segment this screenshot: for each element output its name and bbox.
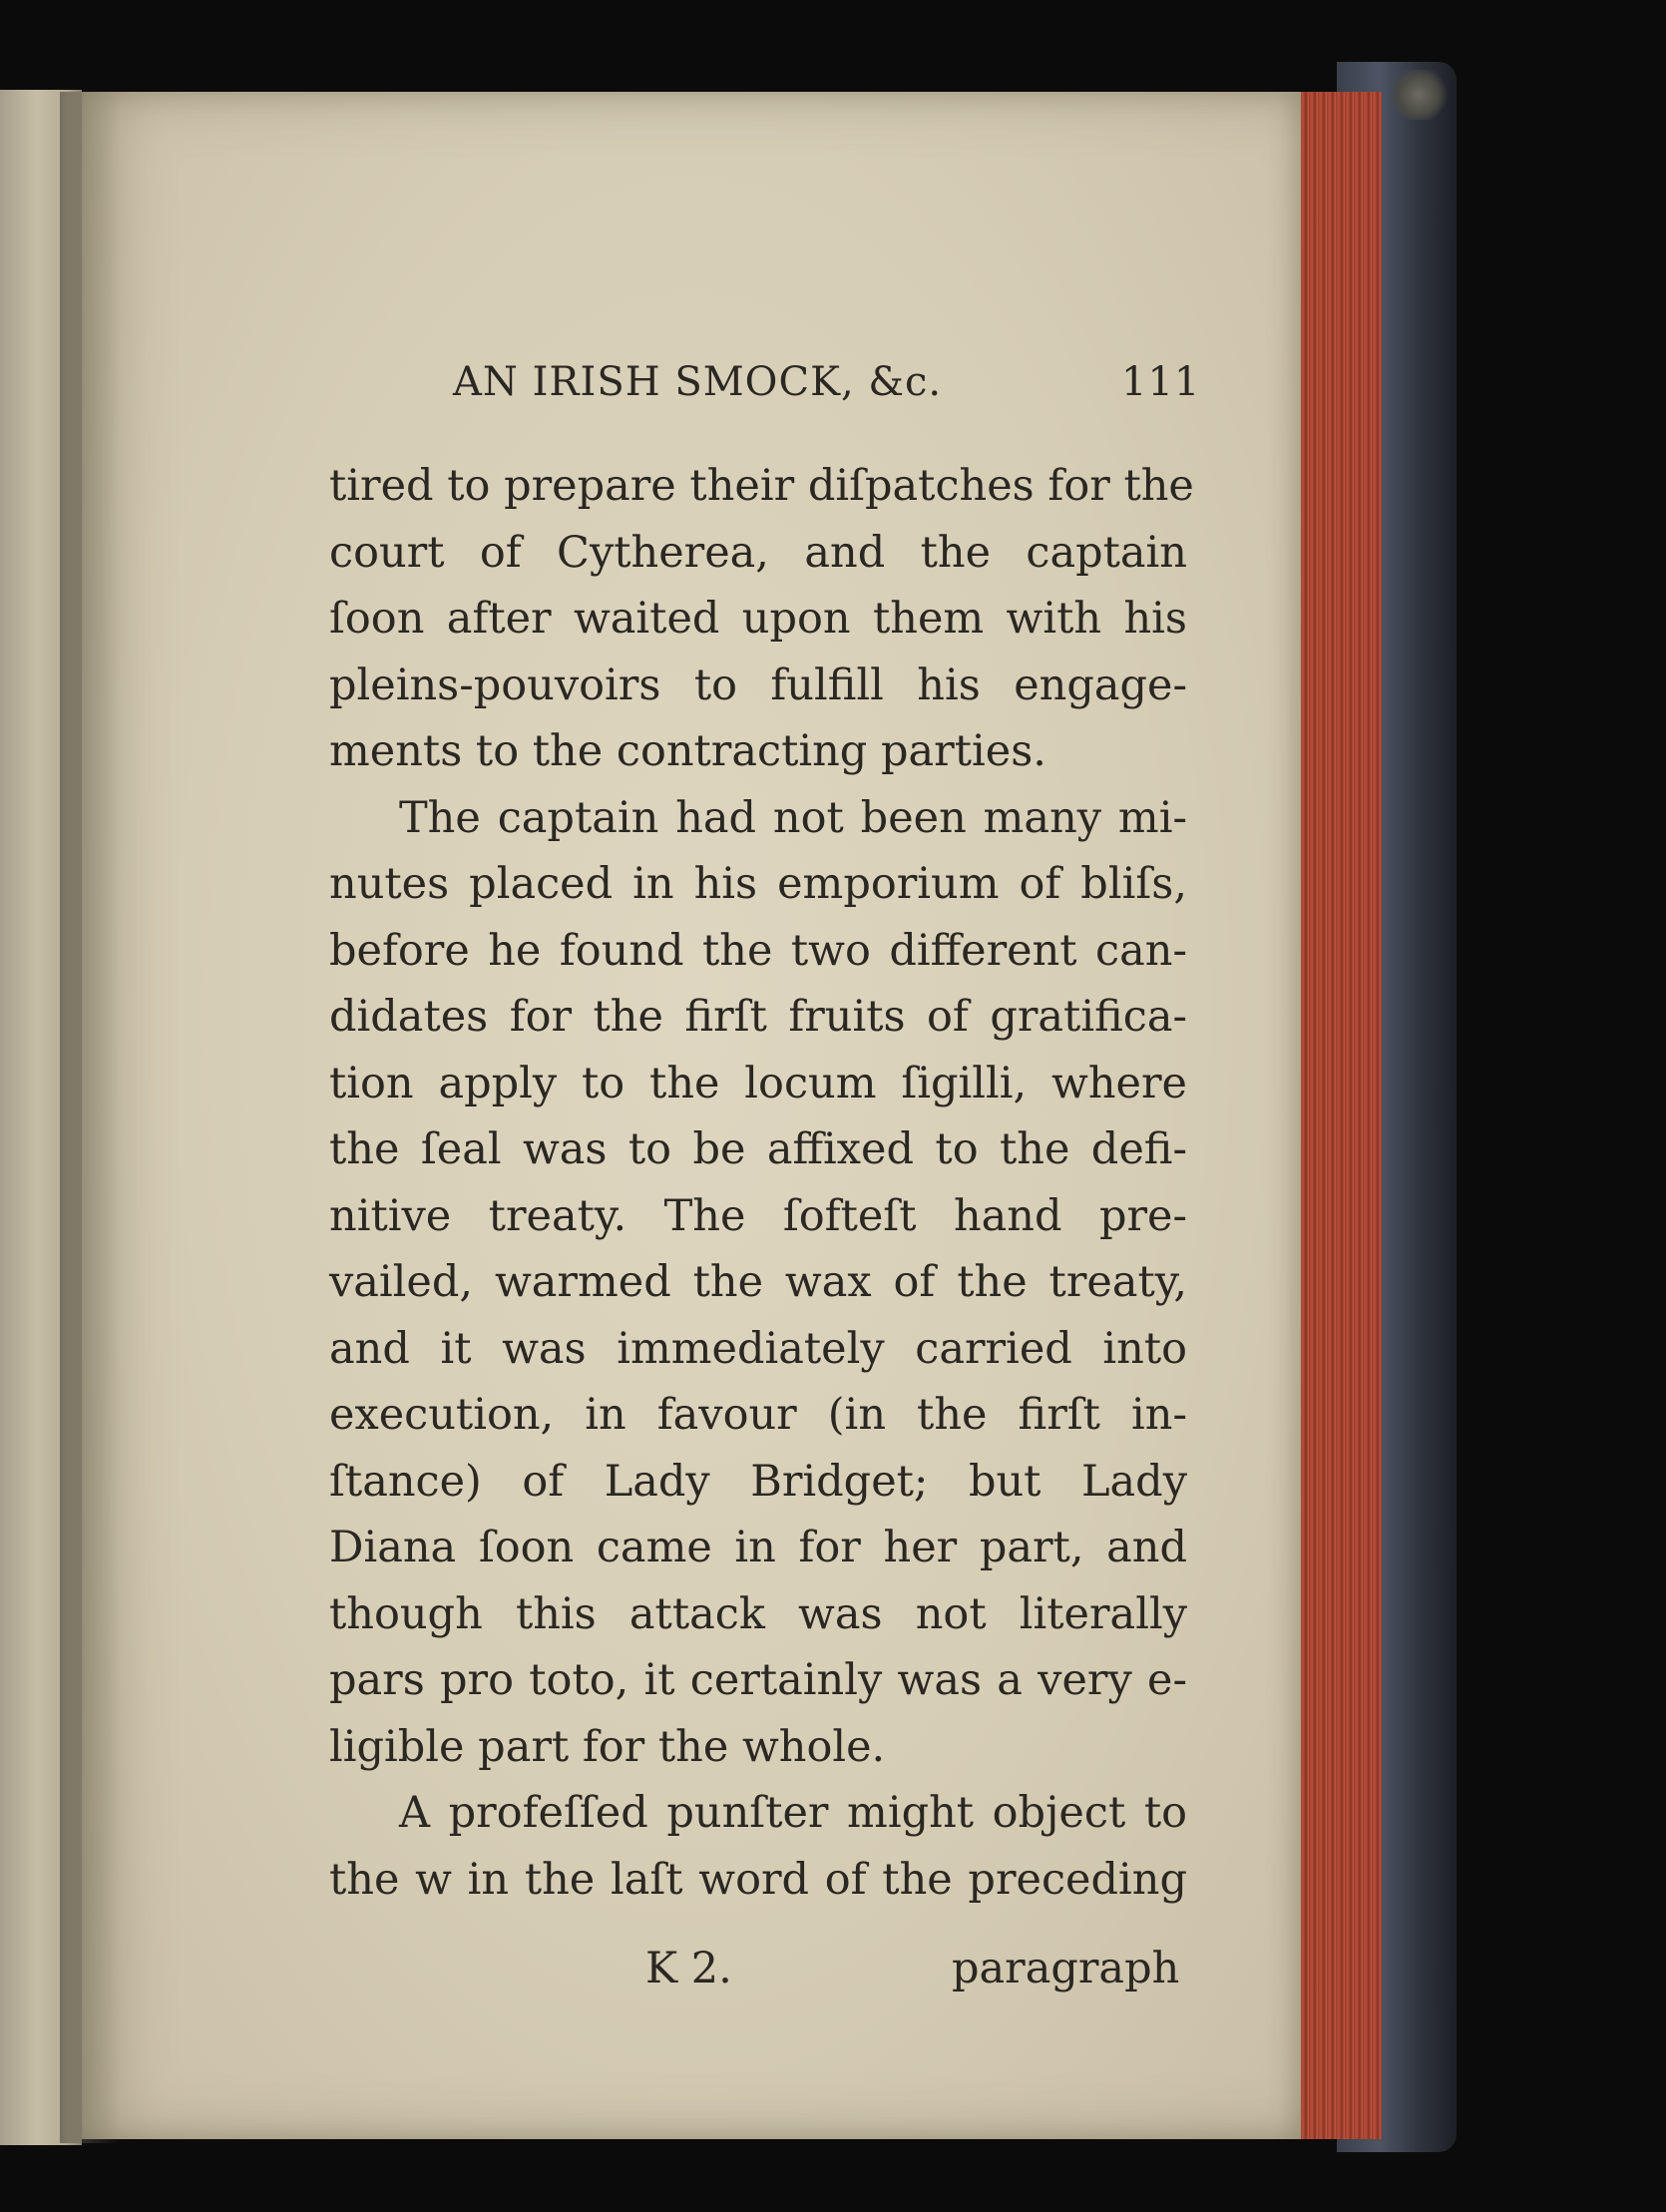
text-line: tion apply to the locum ſigilli, where — [329, 1058, 1187, 1108]
text-line: nutes placed in his emporium of bliſs, — [329, 859, 1187, 909]
running-title: AN IRISH SMOCK, &c. — [453, 359, 943, 405]
text-line: though this attack was not literally — [329, 1588, 1187, 1639]
text-line: The captain had not been many mi- — [399, 792, 1187, 843]
text-line: the w in the laſt word of the preceding — [329, 1854, 1187, 1905]
binding-wear — [1389, 70, 1449, 120]
text-line: ments to the contracting parties. — [329, 726, 1046, 776]
catchword: paragraph — [952, 1944, 1180, 1993]
signature-mark: K 2. — [645, 1944, 732, 1993]
book-page — [82, 92, 1301, 2139]
text-line: tired to prepare their diſpatches for the — [329, 461, 1194, 511]
text-line: Diana ſoon came in for her part, and — [329, 1523, 1187, 1572]
red-page-edges — [1297, 92, 1382, 2139]
text-line: and it was immediately carried into — [329, 1323, 1187, 1374]
gutter-shadow — [60, 92, 120, 2143]
page-number: 111 — [1121, 359, 1201, 405]
text-line: pleins-pouvoirs to fulfill his engage- — [329, 660, 1187, 710]
text-line: ligible part for the whole. — [329, 1721, 886, 1772]
text-line: didates for the firſt fruits of gratifica- — [329, 992, 1187, 1042]
text-line: vailed, warmed the wax of the treaty, — [329, 1257, 1187, 1307]
text-line: execution, in favour (in the firſt in- — [329, 1390, 1187, 1440]
text-line: nitive treaty. The ſofteſt hand pre- — [329, 1190, 1187, 1241]
body-text — [329, 453, 1194, 1913]
text-line: the ſeal was to be affixed to the defi- — [329, 1124, 1187, 1174]
text-line: before he found the two different can- — [329, 925, 1187, 976]
text-line: A profeſſed punſter might object to — [399, 1788, 1187, 1838]
text-line: pars pro toto, it certainly was a very e- — [329, 1655, 1187, 1705]
text-line: ſoon after waited upon them with his — [329, 594, 1187, 644]
text-line: ſtance) of Lady Bridget; but Lady — [329, 1456, 1187, 1507]
text-line: court of Cytherea, and the captain — [329, 527, 1187, 578]
running-head — [453, 359, 1201, 419]
